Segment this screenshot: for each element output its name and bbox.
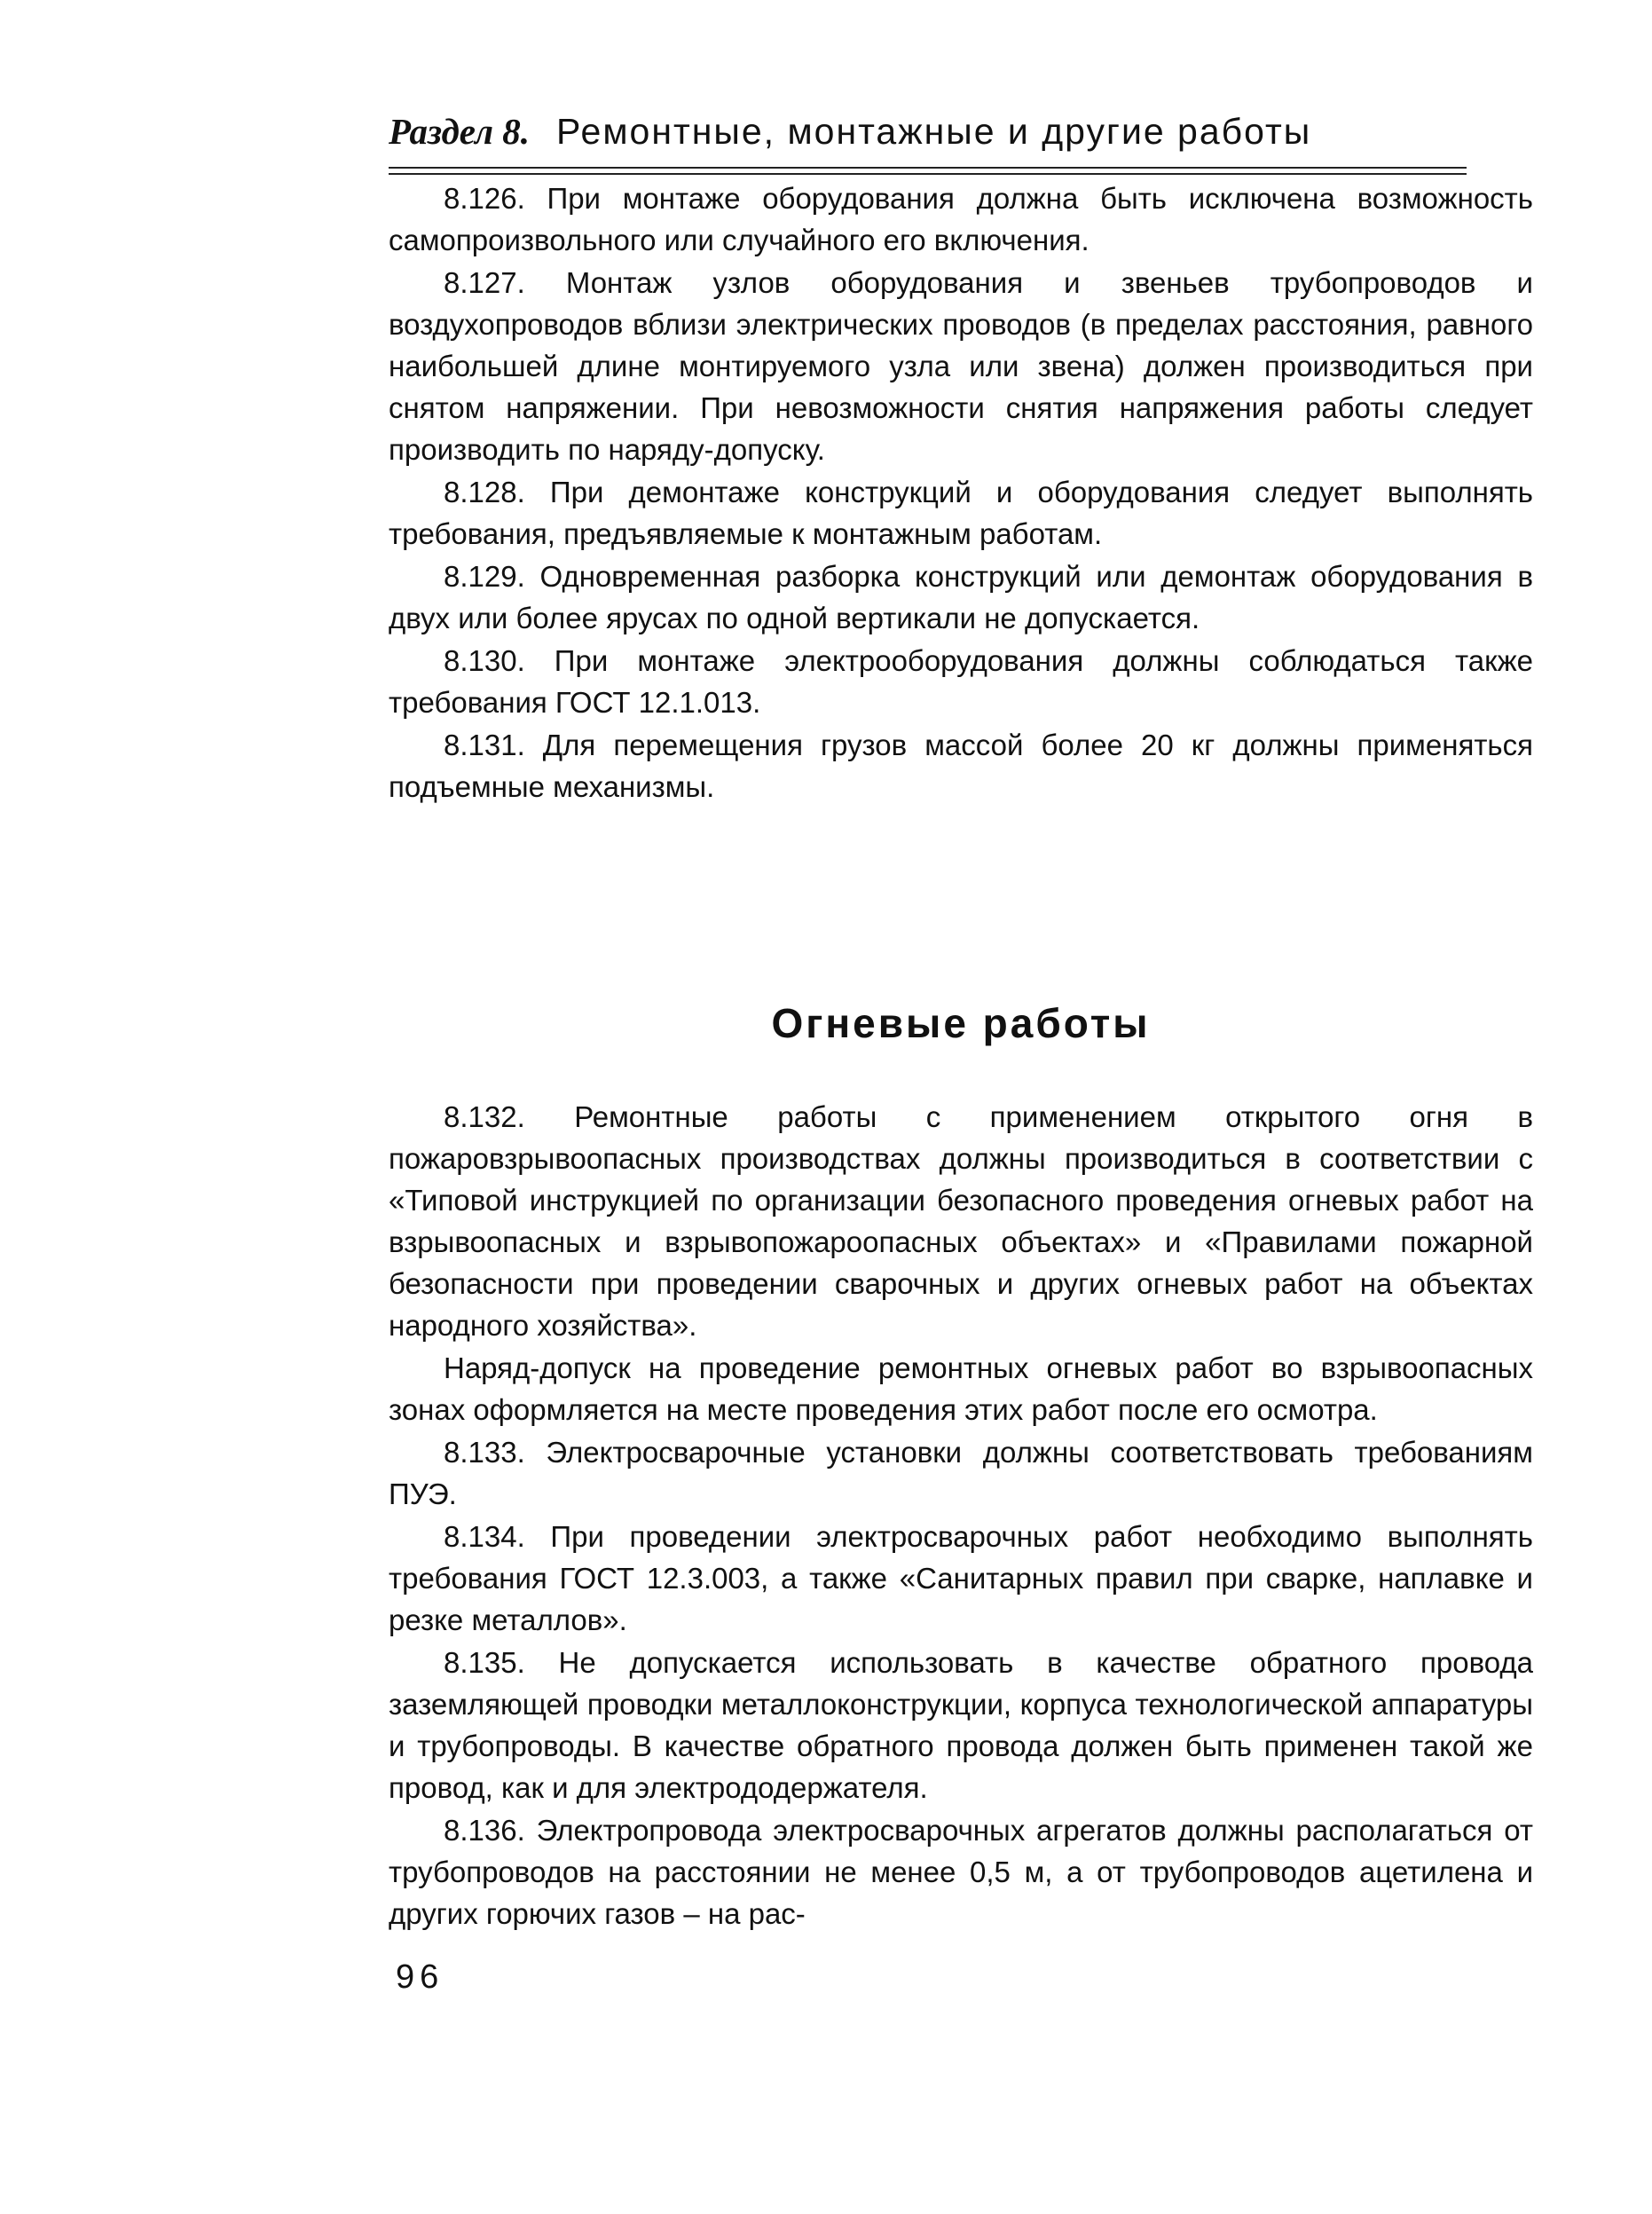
paragraph-8-127: 8.127. Монтаж узлов оборудования и звеньев трубопроводов и воздухопроводов вблизи электрических проводов (в пределах расстояния, равного наибольшей длине монтируемого узла или звена) должен производиться при снятом напряжении. При невозможности снятия напряжения работы следует производить по наряду-допуску. <box>389 266 1533 466</box>
paragraph-8-136: 8.136. Электропровода электросварочных агрегатов должны располагаться от трубопроводов на расстоянии не менее 0,5 м, а от трубопроводов ацетилена и других горючих газов – на рас- <box>389 1814 1533 1930</box>
running-head-title: Ремонтные, монтажные и другие работы <box>556 111 1312 152</box>
running-head <box>389 105 1533 158</box>
paragraph-permit: Наряд-допуск на проведение ремонтных огневых работ во взрывоопасных зонах оформляется на месте проведения этих работ после его осмотра. <box>389 1351 1533 1426</box>
section-heading: Огневые работы <box>771 1000 1151 1046</box>
book-page <box>389 105 1533 2057</box>
section-label: Раздел 8. <box>389 111 530 152</box>
text-block-fire-works <box>389 1096 1533 1935</box>
paragraph-8-132: 8.132. Ремонтные работы с применением открытого огня в пожаровзрывоопасных производствах должны производиться в соответствии с «Типовой инструкцией по организации безопасного проведения огневых работ на взрывоопасных и взрывопожароопасных объектах» и «Правилами пожарной безопасности при проведении сварочных и других огневых работ на объектах народного хозяйства». <box>389 1100 1533 1342</box>
paragraph-8-126: 8.126. При монтаже оборудования должна быть исключена возможность самопроизвольного или случайного его включения. <box>389 182 1533 256</box>
paragraph-8-134: 8.134. При проведении электросварочных работ необходимо выполнять требования ГОСТ 12.3.003, а также «Санитарных правил при сварке, наплавке и резке металлов». <box>389 1520 1533 1636</box>
paragraph-8-129: 8.129. Одновременная разборка конструкций или демонтаж оборудования в двух или более ярусах по одной вертикали не допускается. <box>389 560 1533 634</box>
paragraph-8-128: 8.128. При демонтаже конструкций и оборудования следует выполнять требования, предъявляемые к монтажным работам. <box>389 476 1533 550</box>
header-rule-top <box>389 167 1467 169</box>
paragraph-8-133: 8.133. Электросварочные установки должны соответствовать требованиям ПУЭ. <box>389 1436 1533 1510</box>
header-rule-bottom <box>389 173 1467 175</box>
paragraph-8-130: 8.130. При монтаже электрооборудования должны соблюдаться также требования ГОСТ 12.1.013. <box>389 644 1533 719</box>
text-block-mounting <box>389 177 1533 808</box>
page-number: 96 <box>396 1958 444 1996</box>
paragraph-8-131: 8.131. Для перемещения грузов массой более 20 кг должны применяться подъемные механизмы. <box>389 729 1533 803</box>
paragraph-8-135: 8.135. Не допускается использовать в качестве обратного провода заземляющей проводки металлоконструкции, корпуса технологической аппаратуры и трубопроводы. В качестве обратного провода должен быть применен такой же провод, как и для электрододержателя. <box>389 1646 1533 1804</box>
